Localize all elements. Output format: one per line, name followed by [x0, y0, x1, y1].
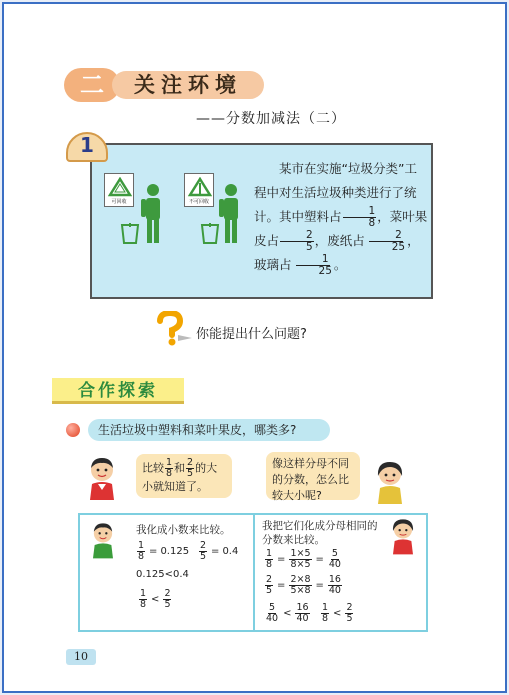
fraction-plastic: $\frac{1}{8}$ — [343, 206, 377, 229]
common-eq-2: $\frac{2}{5}$ = $\frac{2\times 8}{5\times 8}$ = $\frac{16}{40}$ — [266, 574, 341, 596]
decimal-eq-2: $\frac{2}{5}$ = 0.4 — [200, 540, 239, 562]
problem-text-1: 某市在实施“垃圾分类”工程中对生活垃圾种类进行了统计。其中塑料占 — [254, 161, 417, 224]
decimal-result: $\frac{1}{8}$ < $\frac{2}{5}$ — [140, 588, 171, 610]
cooperate-explore-heading: 合作探索 — [52, 378, 184, 404]
recyclable-caption: 可回收 — [111, 199, 127, 205]
common-result: $\frac{1}{8}$ < $\frac{2}{5}$ — [322, 602, 353, 624]
decimal-compare: 0.125<0.4 — [136, 569, 189, 580]
chapter-number: 二 — [64, 68, 120, 102]
decimal-method-intro: 我化成小数来比较。 — [136, 524, 231, 536]
recycle-icon — [188, 177, 212, 197]
chapter-subtitle: ——分数加减法（二） — [196, 111, 346, 127]
common-compare: $\frac{5}{40}$ < $\frac{16}{40}$ — [266, 602, 309, 624]
speech-bubble-right: 像这样分母不同的分数，怎么比较大小呢? — [266, 452, 360, 500]
common-eq-1: $\frac{1}{8}$ = $\frac{1\times 5}{8\times 5}$ = $\frac{5}{40}$ — [266, 548, 341, 570]
girl-icon — [372, 460, 408, 504]
question-prompt — [152, 311, 362, 347]
girl-icon — [388, 517, 418, 555]
question-mark-icon — [152, 311, 192, 347]
fraction-peel: $\frac{2}{5}$ — [280, 230, 314, 253]
problem-text: 某市在实施“垃圾分类”工程中对生活垃圾种类进行了统计。其中塑料占 $\frac{1}{8}$ ，菜叶果皮占 $\frac{2}{5}$ ，废纸占 $\frac{2}{25}$ ，玻璃占 $\frac{1}{25}$ 。 — [254, 161, 428, 277]
fraction-paper: $\frac{2}{25}$ — [366, 230, 406, 253]
fraction-glass: $\frac{1}{25}$ — [293, 254, 333, 277]
person-icon — [140, 183, 166, 245]
chapter-header — [64, 68, 264, 102]
textbook-page — [2, 2, 507, 693]
common-method-intro: 我把它们化成分母相同的分数来比较。 — [262, 520, 378, 546]
decimal-eq-1: $\frac{1}{8}$ = 0.125 — [138, 540, 190, 562]
speech-bubble-left: 比较 $\frac{1}{8}$ 和 $\frac{2}{5}$ 的大小就知道了。 — [136, 454, 232, 498]
problem-number-badge: 1 — [66, 132, 108, 164]
bullet-icon — [66, 423, 80, 437]
page-number: 10 — [66, 649, 96, 665]
recycle-sign — [104, 173, 134, 207]
recycle-icon — [108, 177, 132, 197]
chapter-title: 关注环境 — [112, 71, 264, 99]
topic-banner: 生活垃圾中塑料和菜叶果皮，哪类多? — [88, 419, 330, 441]
non-recyclable-caption: 不可回收 — [188, 199, 209, 205]
trash-bin-icon — [120, 223, 140, 245]
trash-bin-icon — [200, 223, 220, 245]
boy-icon — [88, 521, 118, 559]
question-text: 你能提出什么问题? — [196, 327, 307, 342]
problem-box — [90, 143, 433, 299]
methods-box — [78, 513, 428, 632]
non-recycle-sign — [184, 173, 214, 207]
boy-icon — [84, 456, 120, 500]
person-icon — [218, 183, 244, 245]
